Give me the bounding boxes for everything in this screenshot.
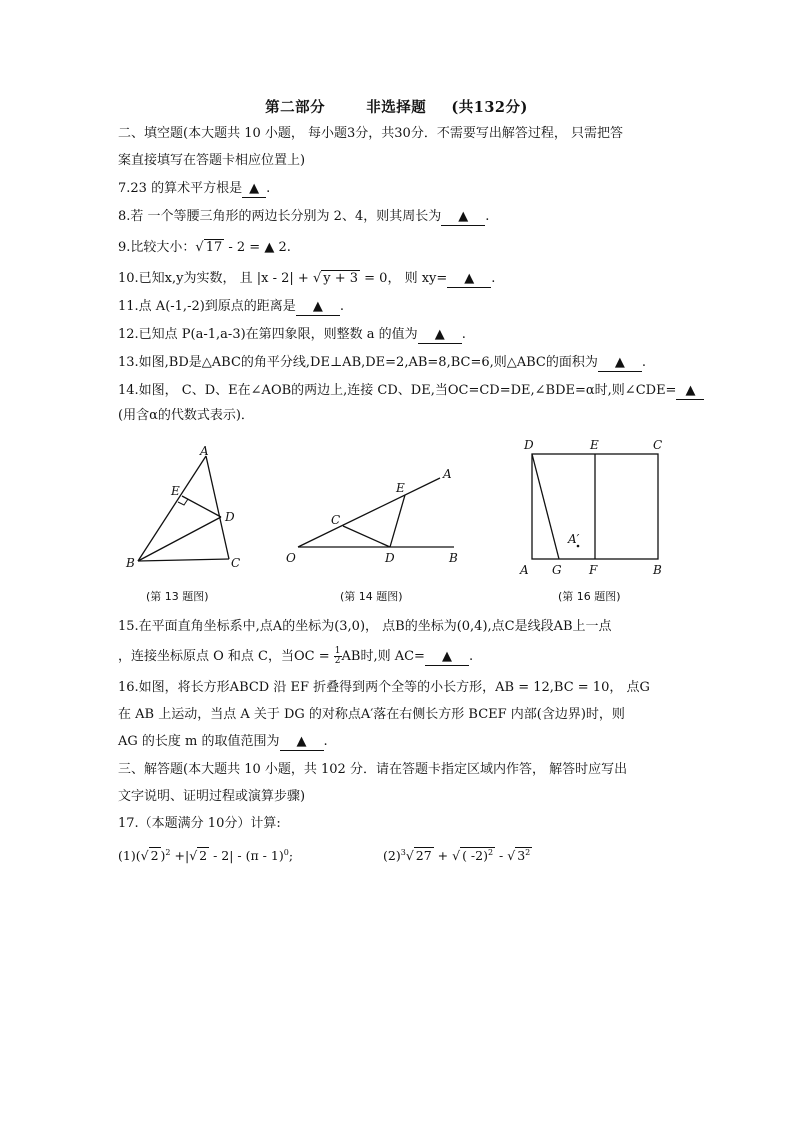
fig13-side-bc — [138, 559, 229, 561]
answer-mark-icon: ▲ — [249, 181, 260, 196]
fig13-caption: (第 13 题图) — [146, 590, 209, 603]
question-16-line3: AG 的长度 m 的取值范围为 ▲ . — [118, 734, 328, 749]
question-11: 11.点 A(-1,-2)到原点的距离是 ▲ . — [118, 299, 344, 314]
part-label: 第二部分 — [265, 99, 326, 116]
fig13-label-d: D — [225, 510, 235, 524]
answer-mark-icon: ▲ — [296, 734, 307, 749]
fig13-side-ab — [138, 456, 206, 561]
fraction-one-half: $\frac{1}{2}$ — [334, 646, 341, 666]
question-10: 10.已知x,y为实数， 且 |x - 2| + √ y + 3 = 0， 则 xy= ▲ . — [118, 271, 496, 286]
answer-mark-icon: ▲ — [614, 355, 625, 370]
fig16-label-b: B — [653, 563, 662, 577]
fig13-label-b: B — [126, 556, 135, 570]
question-17-part1: (1)(√ 2 )$^2$ +|√ 2 - 2| - (π - 1)$^0$; — [118, 848, 294, 864]
fig14-label-a: A — [443, 467, 452, 481]
question-14-line1: 14.如图， C、D、E在∠AOB的两边上,连接 CD、DE,当OC=CD=DE,∠BDE=α时,则∠CDE= ▲ — [118, 381, 678, 401]
fig16-label-g: G — [552, 563, 562, 577]
section3-instructions-2: 文字说明、证明过程或演算步骤) — [118, 789, 306, 804]
fig16-label-aprime: A′ — [568, 532, 580, 546]
fig14-segment-de — [390, 495, 405, 547]
answer-mark-icon: ▲ — [458, 209, 469, 224]
fig13-label-c: C — [231, 556, 241, 570]
answer-mark-icon: ▲ — [685, 383, 696, 398]
question-14-line2: (用含α的代数式表示)． — [118, 408, 254, 423]
fig16-label-f: F — [589, 563, 598, 577]
fig13-label-e: E — [171, 484, 180, 498]
answer-mark-icon: ▲ — [312, 299, 323, 314]
question-9: 9.比较大小：√ 17 - 2 = ▲ 2. — [118, 240, 291, 255]
fig14-label-e: E — [396, 481, 405, 495]
fig14-label-c: C — [331, 513, 341, 527]
fig14-ray-oa — [298, 478, 440, 547]
part-title — [0, 96, 793, 117]
fig13-segment-bd — [138, 517, 221, 561]
answer-mark-icon: ▲ — [264, 240, 275, 255]
figure-14 — [282, 460, 472, 570]
part-name: 非选择题 — [366, 99, 427, 116]
section2-instructions-2: 案直接填写在答题卡相应位置上) — [118, 153, 306, 168]
figure-13 — [118, 440, 258, 580]
fig14-caption: (第 14 题图) — [340, 590, 403, 603]
question-17-header: 17.（本题满分 10分）计算: — [118, 816, 281, 831]
question-16-line1: 16.如图，将长方形ABCD 沿 EF 折叠得到两个全等的小长方形，AB = 12,BC = 10， 点G — [118, 680, 650, 695]
fig14-segment-cd — [343, 526, 390, 547]
section2-instructions-1: 二、填空题(本大题共 10 小题， 每小题3分，共30分．不需要写出解答过程， 只需把答 — [118, 126, 623, 141]
question-13: 13.如图,BD是△ABC的角平分线,DE⊥AB,DE=2,AB=8,BC=6,则△ABC的面积为 ▲ . — [118, 355, 647, 370]
answer-mark-icon: ▲ — [434, 327, 445, 342]
fig16-label-d: D — [524, 438, 534, 452]
fig14-label-b: B — [449, 551, 458, 565]
fig13-right-angle-icon — [178, 499, 188, 505]
answer-mark-icon: ▲ — [464, 271, 475, 286]
question-12: 12.已知点 P(a-1,a-3)在第四象限，则整数 a 的值为 ▲ . — [118, 327, 466, 342]
fig16-caption: (第 16 题图) — [558, 590, 621, 603]
fig16-label-a: A — [520, 563, 529, 577]
question-8: 8.若 一个等腰三角形的两边长分别为 2、4，则其周长为 ▲ . — [118, 209, 490, 224]
fig16-label-e: E — [590, 438, 599, 452]
fig13-label-a: A — [200, 444, 209, 458]
answer-mark-icon: ▲ — [441, 649, 452, 664]
section3-instructions-1: 三、解答题(本大题共 10 小题，共 102 分．请在答题卡指定区域内作答， 解答时应写出 — [118, 762, 628, 777]
fig13-side-ac — [206, 456, 229, 559]
question-7: 7.23 的算术平方根是 ▲ . — [118, 181, 271, 196]
part-score: (共132分) — [451, 99, 528, 116]
question-17-part2: $(2)^3√$ 27 + √ ( -2)$^2$ - √ $3^2$ — [383, 848, 531, 864]
question-16-line2: 在 AB 上运动，当点 A 关于 DG 的对称点A′落在右侧长方形 BCEF 内部(含边界)时，则 — [118, 707, 625, 722]
figure-16 — [512, 432, 674, 580]
fig16-label-c: C — [653, 438, 663, 452]
fig14-label-o: O — [286, 551, 296, 565]
fig14-label-d: D — [385, 551, 395, 565]
question-15-line2: ，连接坐标原点 O 和点 C，当OC = $\frac{1}{2}$ AB时,则 AC= ▲ . — [118, 646, 474, 666]
question-15-line1: 15.在平面直角坐标系中,点A的坐标为(3,0)， 点B的坐标为(0,4),点C是线段AB上一点 — [118, 619, 612, 634]
fig16-segment-dg — [532, 454, 559, 559]
